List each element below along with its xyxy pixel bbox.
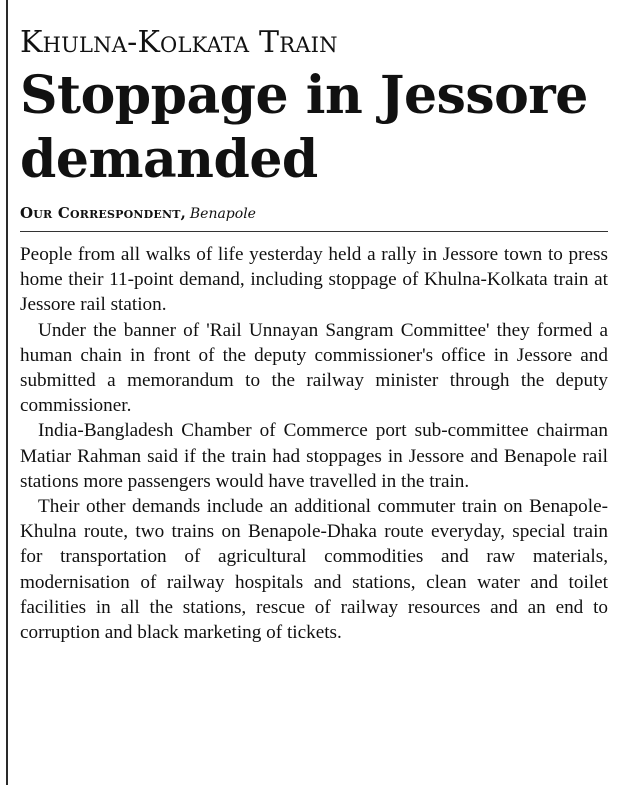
byline <box>20 204 608 223</box>
body-paragraph: Their other demands include an additional commuter train on Benapole-Khulna route, two trains on Benapole-Dhaka route everyday, special train for transportation of agricultural commodities and raw materials, modernisation of railway hospitals and stations, clean water and toilet facilities in all the stations, rescue of railway resources and an end to corruption and black marketing of tickets. <box>20 496 608 644</box>
body-paragraph: People from all walks of life yesterday held a rally in Jessore town to press home their 11-point demand, including stoppage of Khulna-Kolkata train at Jessore rail station. <box>20 244 608 316</box>
body-paragraph: Under the banner of 'Rail Unnayan Sangram Committee' they formed a human chain in front of the deputy commissioner's office in Jessore and submitted a memorandum to the railway minister through the deputy commissioner. <box>20 319 608 417</box>
article-headline <box>20 64 608 192</box>
byline-separator: , <box>180 204 186 222</box>
body-paragraph: India-Bangladesh Chamber of Commerce port sub-committee chairman Matiar Rahman said if the train had stoppages in Jessore and Benapole rail stations more passengers would have travelled in the train. <box>20 420 608 492</box>
article-kicker: Khulna-Kolkata Train <box>20 25 338 60</box>
column-rule <box>6 0 8 785</box>
headline-line-2: demanded <box>20 129 318 190</box>
news-article <box>20 26 608 645</box>
article-body <box>20 242 608 645</box>
byline-place: Benapole <box>189 206 256 222</box>
headline-line-1: Stoppage in Jessore <box>20 65 588 126</box>
byline-author: Our Correspondent <box>20 204 181 222</box>
byline-divider <box>20 231 608 232</box>
